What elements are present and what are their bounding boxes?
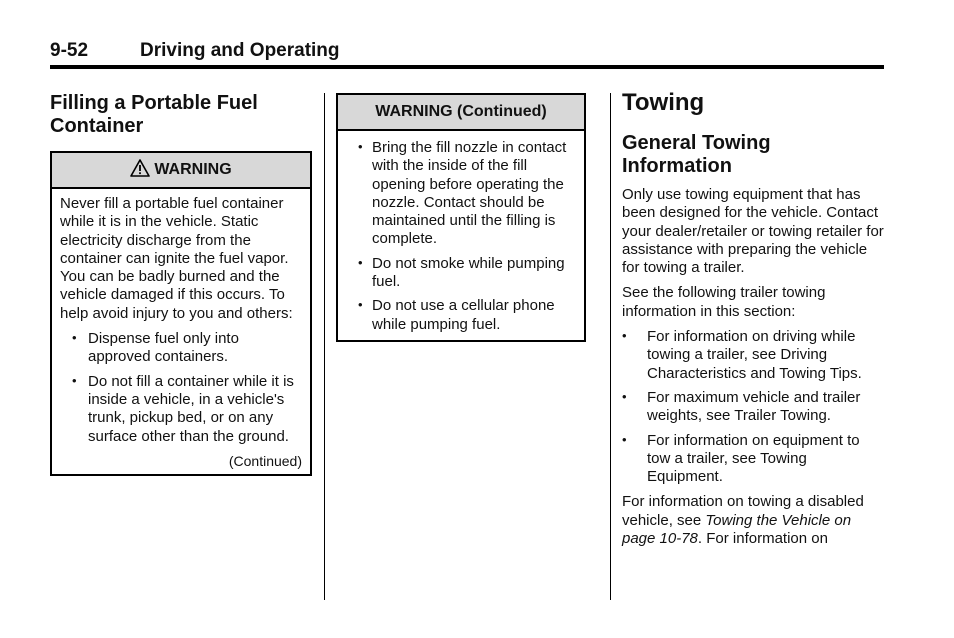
warning-bullets xyxy=(60,330,302,446)
warning-bullets xyxy=(346,139,576,334)
warning-box xyxy=(50,151,312,476)
section-title: Filling a Portable Fuel Container xyxy=(50,92,258,137)
list-item: • Do not use a cellular phone while pumping fuel. xyxy=(358,297,576,334)
column-divider xyxy=(324,93,325,600)
warning-triangle-icon xyxy=(130,156,150,190)
column-divider xyxy=(610,93,611,600)
subsection-title: General Towing Information xyxy=(622,132,771,177)
list-item: • For maximum vehicle and trailer weights, see Trailer Towing. xyxy=(622,389,884,426)
warning-label: WARNING xyxy=(154,161,232,178)
list-item: • For information on driving while towing a trailer, see Driving Characteristics and Towing Tips. xyxy=(622,328,884,383)
warning-header: WARNING (Continued) xyxy=(338,95,584,131)
chapter-title: Driving and Operating xyxy=(140,40,340,61)
list-item: • Do not fill a container while it is inside a vehicle, in a vehicle's trunk, pickup bed, or on any surface other than the ground. xyxy=(72,373,302,446)
page-header xyxy=(50,39,884,69)
warning-body xyxy=(338,131,584,340)
column-2 xyxy=(336,93,586,342)
page-number: 9-52 xyxy=(50,40,89,61)
column-1 xyxy=(50,92,312,476)
warning-text: Never fill a portable fuel container while it is in the vehicle. Static electricity discharge from the container can ignite the fuel vapor. You can be badly burned and the vehicle damaged if this occurs. To help avoid injury to you and others: xyxy=(60,195,293,322)
section-title: Towing xyxy=(622,89,705,116)
warning-box-continued xyxy=(336,93,586,342)
list-item: • Dispense fuel only into approved containers. xyxy=(72,330,302,367)
list-item: • Do not smoke while pumping fuel. xyxy=(358,255,576,292)
towing-bullets xyxy=(622,328,884,486)
list-item: • For information on equipment to tow a trailer, see Towing Equipment. xyxy=(622,432,884,487)
warning-header xyxy=(52,153,310,189)
paragraph: See the following trailer towing information in this section: xyxy=(622,284,826,320)
paragraph xyxy=(622,493,884,548)
warning-body xyxy=(52,189,310,474)
paragraph: Only use towing equipment that has been designed for the vehicle. Contact your dealer/retailer or towing retailer for assistance with preparing the vehicle for towing a trailer. xyxy=(622,186,884,277)
continued-note: (Continued) xyxy=(228,452,302,469)
list-item: • Bring the fill nozzle in contact with the inside of the fill opening before operating the nozzle. Contact should be maintained until the filling is complete. xyxy=(358,139,576,249)
paragraph-text: . For information on xyxy=(697,530,828,548)
cross-reference-link[interactable]: Towing the Vehicle on page 10-78 xyxy=(622,511,852,548)
column-3 xyxy=(622,90,884,548)
paragraph-text: For information on towing a disabled vehicle, see xyxy=(622,493,864,529)
